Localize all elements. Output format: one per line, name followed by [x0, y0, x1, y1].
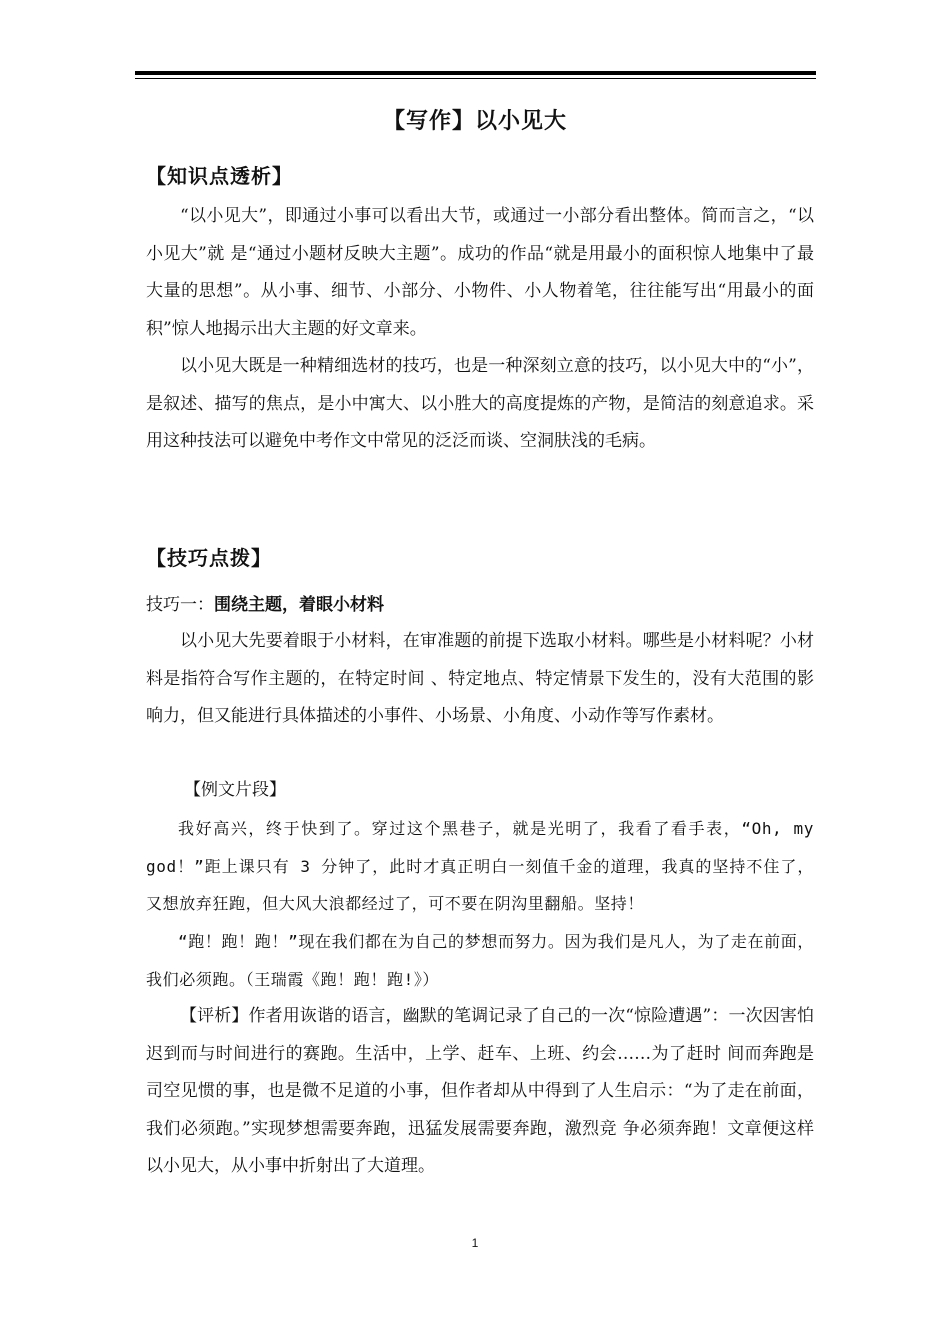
technique-intro-paragraph: 以小见大先要着眼于小材料，在审准题的前提下选取小材料。哪些是小材料呢？小材料是指符合写作主题的，在特定时间 、特定地点、特定情景下发生的，没有大范围的影响力，但又能进行具体描述的小事件、小场景、小角度、小动作等写作素材。 [146, 631, 814, 726]
technique-heading [146, 591, 384, 619]
knowledge-paragraph: 以小见大既是一种精细选材的技巧，也是一种深刻立意的技巧，以小见大中的“小”，是叙述、描写的焦点，是小中寓大、以小胜大的高度提炼的产物，是简洁的刻意追求。采用这种技法可以避免中考作文中常见的泛泛而谈、空洞肤浅的毛病。 [146, 356, 814, 451]
example-label: 【例文片段】 [184, 780, 286, 800]
section-heading-knowledge: 【知识点透析】 [146, 164, 293, 188]
page-title: 【写作】以小见大 [382, 109, 567, 134]
technique-label: 技巧一： [146, 595, 214, 615]
section-heading-skills: 【技巧点拨】 [146, 546, 272, 570]
technique-name: 围绕主题，着眼小材料 [214, 595, 384, 615]
header-rule-thick [135, 71, 816, 75]
header-rule-thin [135, 78, 816, 79]
page-number: 1 [471, 1236, 479, 1250]
example-paragraph: 我好高兴，终于快到了。穿过这个黑巷子，就是光明了，我看了看手表，“Oh, my god！”距上课只有 3 分钟了，此时才真正明白一刻值千金的道理，我真的坚持不住了，又想放弃狂跑，但大风大浪都经过了，可不要在阴沟里翻船。坚持！ [146, 819, 814, 913]
knowledge-paragraph: “以小见大”，即通过小事可以看出大节，或通过一小部分看出整体。简而言之，“以小见大”就 是“通过小题材反映大主题”。成功的作品“就是用最小的面积惊人地集中了最大量的思想”。从小事、细节、小部分、小物件、小人物着笔，往往能写出“用最小的面积”惊人地揭示出大主题的好文章来。 [146, 206, 814, 339]
example-paragraph: “跑！跑！跑！”现在我们都在为自己的梦想而努力。因为我们是凡人，为了走在前面，我们必须跑。（王瑞霞《跑！跑！跑!》） [146, 932, 814, 989]
analysis-paragraph: 【评析】作者用诙谐的语言，幽默的笔调记录了自己的一次“惊险遭遇”：一次因害怕迟到而与时间进行的赛跑。生活中，上学、赶车、上班、约会……为了赶时 间而奔跑是司空见惯的事，也是微不足道的小事，但作者却从中得到了人生启示：“为了走在前面，我们必须跑。”实现梦想需要奔跑，迅猛发展需要奔跑，激烈竞 争必须奔跑！文章便这样以小见大，从小事中折射出了大道理。 [146, 1006, 814, 1176]
